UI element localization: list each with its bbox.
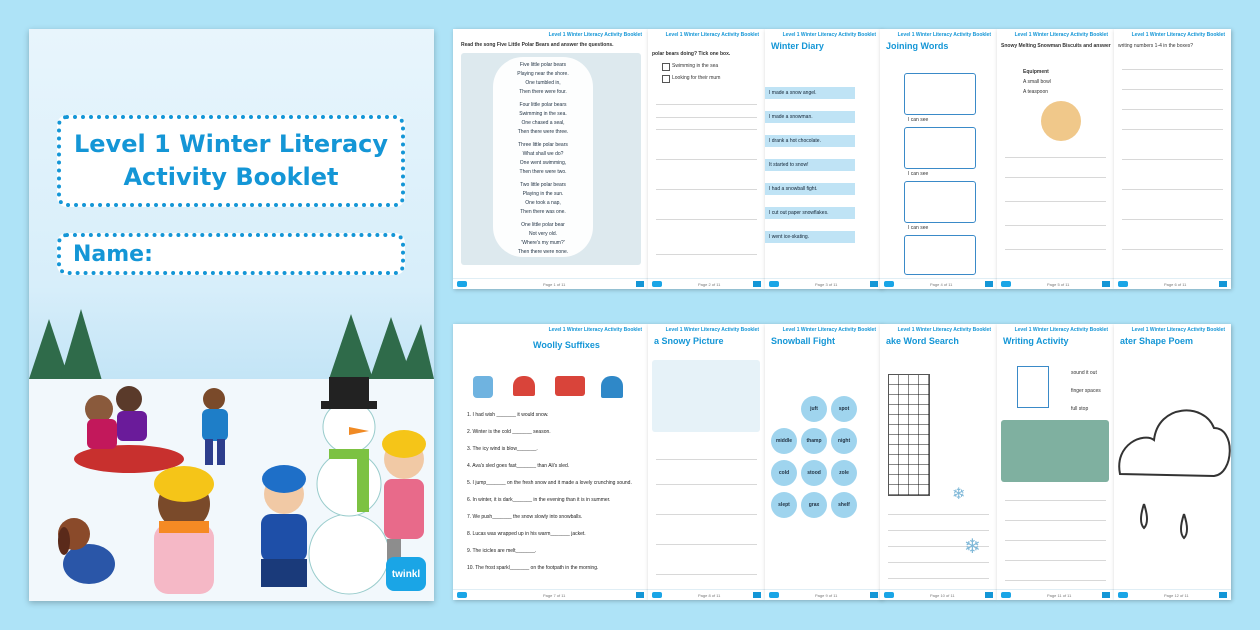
snowball-word: cold [771, 460, 797, 486]
poem-line: Then there were two. [519, 169, 567, 175]
page-heading: ake Word Search [886, 336, 959, 346]
booklet-page-6: Level 1 Winter Literacy Activity Booklet writing numbers 1-4 in the boxes? Page 6 of 11 [1114, 29, 1231, 289]
diary-item: It started to snow! [765, 159, 855, 171]
page-heading: Woolly Suffixes [533, 340, 600, 350]
poem-line: One chased a seal, [521, 120, 565, 126]
snowy-picture [652, 360, 760, 432]
boy-in-blue-coat-icon [261, 465, 307, 587]
suffix-sentence: 3. The icy wind is blow_______. [467, 446, 538, 452]
booklet-page-9: Level 1 Winter Literacy Activity Booklet Snowball Fight juft spot middle thamp night cold stood zole slept grax shelf Page 9 of 11 [765, 324, 882, 600]
page-heading: a Snowy Picture [654, 336, 724, 346]
poem-line: Playing in the sun. [522, 191, 564, 197]
diary-item: I made a snowman. [765, 111, 855, 123]
suffix-sentence: 5. I jump_______ on the fresh snow and it made a lovely crunching sound. [467, 480, 632, 486]
snowflake-icon: ❄ [952, 486, 966, 503]
suffix-sentence: 10. The frost sparkl_______ on the footpath in the morning. [467, 565, 599, 571]
booklet-page-11: Level 1 Winter Literacy Activity Booklet Writing Activity sound it out finger spaces full stop Page 11 of 11 [997, 324, 1114, 600]
page-heading: writing numbers 1-4 in the boxes? [1118, 43, 1194, 49]
girl-with-hat-icon [154, 466, 214, 594]
snowball-word: juft [801, 396, 827, 422]
title-box [57, 115, 405, 207]
snowball-word: night [831, 428, 857, 454]
poem-line: Then there were three. [517, 129, 569, 135]
page-heading: polar bears doing? Tick one box. [652, 51, 731, 57]
poem-line: One little polar bear [521, 222, 565, 228]
title-line-1: Level 1 Winter Literacy [73, 130, 389, 158]
picture-frame-hat [904, 127, 976, 169]
poem-line: Not very old. [528, 231, 558, 237]
tick-box-icon[interactable] [662, 75, 670, 83]
diary-item: I went ice-skating. [765, 231, 855, 243]
poem-line: Three little polar bears [518, 142, 568, 148]
booklet-cover [29, 29, 434, 601]
picture-frame-tree [904, 73, 976, 115]
booklet-page-3: Level 1 Winter Literacy Activity Booklet Winter Diary I made a snow angel. I made a snowman. I drank a hot chocolate. It started to snow! I had a snowball fight. I cut out paper snowflakes. I went ice-skating. Page 3 of 11 [765, 29, 882, 289]
poem-line: One went swimming, [519, 160, 567, 166]
twinkl-logo: twinkl [386, 557, 426, 591]
suffix-sentence: 2. Winter is the cold _______ season. [467, 429, 551, 435]
suffix-sentence: 6. In winter, it is dark_______ in the evening than it is in summer. [467, 497, 611, 503]
booklet-page-8: Level 1 Winter Literacy Activity Booklet a Snowy Picture Page 8 of 11 [648, 324, 765, 600]
diary-item: I cut out paper snowflakes. [765, 207, 855, 219]
page-heading: Snowball Fight [771, 336, 835, 346]
poem-text [497, 61, 589, 257]
poem-line: 'Where's my mum?' [521, 240, 565, 246]
snowball-word: shelf [831, 492, 857, 518]
poem-line: Then there were four. [519, 89, 567, 95]
poem-line: Then there was one. [520, 209, 566, 215]
poem-line: Swimming in the sea. [519, 111, 567, 117]
tick-box-icon[interactable] [662, 63, 670, 71]
poem-line: One took a nap, [525, 200, 561, 206]
diary-item: I had a snowball fight. [765, 183, 855, 195]
cloud-shape-outline [1114, 384, 1231, 574]
picture-frame-dog [904, 181, 976, 223]
booklet-page-4: Level 1 Winter Literacy Activity Booklet Joining Words I can see I can see I can see Page 4 of 11 [880, 29, 997, 289]
title-line-2: Activity Booklet [123, 163, 339, 191]
winter-scene-illustration [29, 309, 434, 601]
diary-item: I drank a hot chocolate. [765, 135, 855, 147]
suffix-sentence: 1. I had wish _______ it would snow. [467, 412, 549, 418]
suffix-sentence: 8. Lucas was wrapped up in his warm_______ jacket. [467, 531, 586, 537]
poem-line: Playing near the shore. [517, 71, 569, 77]
booklet-page-2: Level 1 Winter Literacy Activity Booklet polar bears doing? Tick one box. Swimming in the sea Looking for their mum Page 2 of 11 [648, 29, 765, 289]
clothing-illustration [473, 376, 623, 402]
name-box [57, 233, 405, 275]
page-heading: Joining Words [886, 41, 949, 51]
poem-line: Then there were none. [517, 249, 569, 255]
booklet-page-12: Level 1 Winter Literacy Activity Booklet ater Shape Poem Page 12 of 11 [1114, 324, 1231, 600]
booklet-page-10: Level 1 Winter Literacy Activity Booklet ake Word Search ❄ ❄ Page 10 of 11 [880, 324, 997, 600]
snowball-word: spot [831, 396, 857, 422]
suffix-sentence: 7. We push_______ the snow slowly into snowballs. [467, 514, 583, 520]
suffix-sentence: 4. Ava's sled goes fast_______ than Ali's sled. [467, 463, 570, 469]
page-heading: Snowy Melting Snowman Biscuits and answer [1001, 43, 1111, 49]
word-search-grid [888, 374, 930, 496]
poem-line: Five little polar bears [519, 62, 567, 68]
picture-frame-tree [1017, 366, 1049, 408]
poem-line: Four little polar bears [519, 102, 567, 108]
suffix-sentence: 9. The icicles are melt_______. [467, 548, 537, 554]
snowball-word: grax [801, 492, 827, 518]
snowflake-icon: ❄ [964, 536, 981, 558]
page-heading: ater Shape Poem [1120, 336, 1194, 346]
booklet-page-5: Level 1 Winter Literacy Activity Booklet Snowy Melting Snowman Biscuits and answer Equipment A small bowl A teaspoon Page 5 of 11 [997, 29, 1114, 289]
poem-line: What shall we do? [522, 151, 564, 157]
snowman-biscuit-icon [1041, 101, 1081, 141]
writing-activity-picture [1001, 420, 1109, 482]
name-label: Name: [73, 241, 153, 267]
page-heading: Read the song Five Little Polar Bears and answer the questions. [461, 42, 614, 48]
pine-trees-icon [29, 309, 434, 384]
poem-line: One tumbled in, [525, 80, 561, 86]
snowball-word: zole [831, 460, 857, 486]
booklet-page-7: Level 1 Winter Literacy Activity Booklet Woolly Suffixes 1. I had wish _______ it would snow. 2. Winter is the cold _______ season. 3. The icy wind is blow_______. 4. Ava's sled goes fast_______ than Ali's sled. 5. I jump_______ on the fresh snow and it made a lovely crunching sound. 6. In winter, it is dark_______ in the evening than it is in summer. 7. We push_______ the snow slowly into snowballs. 8. Lucas was wrapped up in his warm_______ jacket. 9. The icicles are melt_______. 10. The frost sparkl_______ on the footpath in the morning. Page 7 of 11 [453, 324, 648, 600]
picture-frame-snowboard [904, 235, 976, 275]
snowball-word: stood [801, 460, 827, 486]
booklet-page-1: Level 1 Winter Literacy Activity Booklet Read the song Five Little Polar Bears and answer the questions. Five little polar bears Playing near the shore. One tumbled in, Then there were four. Four little polar bears Swimming in the sea. One chased a seal, Then there were three. Three little polar bears What shall we do? One went swimming, Then there were two. Two little polar bears Playing in the sun. One took a nap, Then there was one. One little polar bear Not very old. 'Where's my mum?' Then there were none. Page 1 of 11 [453, 29, 648, 289]
snowball-word: slept [771, 492, 797, 518]
snowball-word: middle [771, 428, 797, 454]
poem-line: Two little polar bears [520, 182, 566, 188]
snowball-word: thamp [801, 428, 827, 454]
diary-item: I made a snow angel. [765, 87, 855, 99]
page-heading: Winter Diary [771, 41, 824, 51]
page-heading: Writing Activity [1003, 336, 1069, 346]
